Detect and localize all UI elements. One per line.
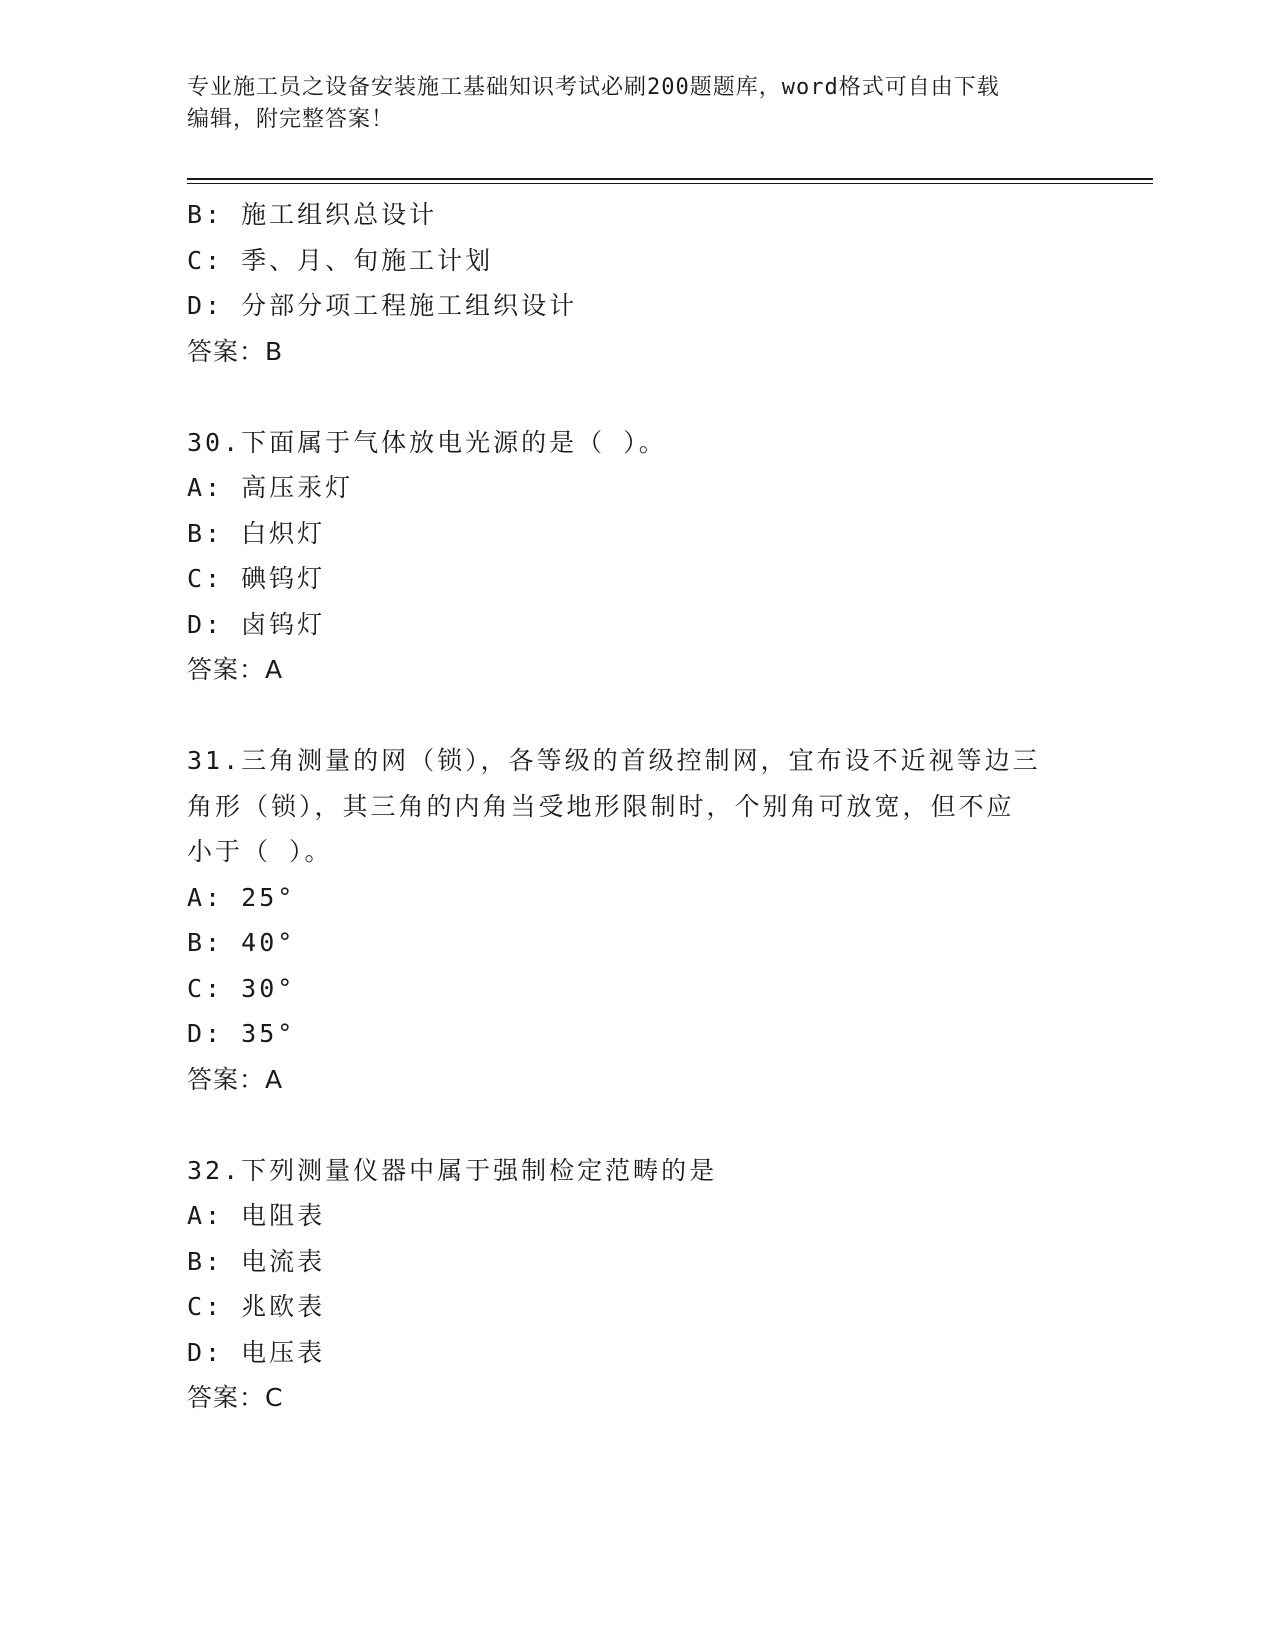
option-b: B: 施工组织总设计	[187, 200, 438, 229]
spacer	[187, 693, 1087, 739]
option-a: A: 电阻表	[187, 1201, 326, 1230]
option-c: C: 兆欧表	[187, 1292, 326, 1321]
option-d: D: 35°	[187, 1019, 296, 1048]
document-header	[187, 72, 1067, 136]
option-a: A: 25°	[187, 882, 296, 912]
question-29-tail	[187, 192, 1087, 374]
question-30	[187, 420, 1087, 693]
option-b: B: 白炽灯	[187, 518, 326, 548]
spacer	[187, 1102, 1087, 1148]
question-32	[187, 1148, 1087, 1421]
answer-label: 答案：C	[187, 1383, 284, 1412]
question-31	[187, 738, 1087, 1102]
question-stem	[187, 738, 1067, 875]
header-divider-thick	[187, 178, 1153, 180]
answer-label: 答案：B	[187, 336, 284, 366]
answer-label: 答案：A	[187, 655, 284, 684]
option-b: B: 40°	[187, 928, 296, 957]
question-stem: 30.下面属于气体放电光源的是（ ）。	[187, 427, 667, 457]
answer-label: 答案：A	[187, 1064, 284, 1094]
option-b: B: 电流表	[187, 1246, 326, 1276]
question-stem: 32.下列测量仪器中属于强制检定范畴的是	[187, 1155, 718, 1185]
header-title-line-2: 编辑，附完整答案！	[187, 107, 395, 132]
header-title-line-1: 专业施工员之设备安装施工基础知识考试必刷200题题库，word格式可自由下载	[187, 75, 1000, 100]
option-a: A: 高压汞灯	[187, 473, 354, 502]
option-c: C: 30°	[187, 973, 296, 1003]
question-stem-line-2: 角形（锁），其三角的内角当受地形限制时，个别角可放宽，但不应	[187, 791, 1015, 821]
question-list	[187, 192, 1087, 1421]
question-stem-line-3: 小于（ ）。	[187, 837, 333, 866]
option-c: C: 季、月、旬施工计划	[187, 245, 494, 275]
question-stem-line-1: 31.三角测量的网（锁），各等级的首级控制网，宜布设不近视等边三	[187, 746, 1041, 775]
option-d: D: 电压表	[187, 1337, 326, 1367]
option-d: D: 分部分项工程施工组织设计	[187, 291, 578, 320]
spacer	[187, 374, 1087, 420]
option-d: D: 卤钨灯	[187, 609, 326, 639]
option-c: C: 碘钨灯	[187, 564, 326, 593]
header-divider-thin	[187, 183, 1153, 184]
